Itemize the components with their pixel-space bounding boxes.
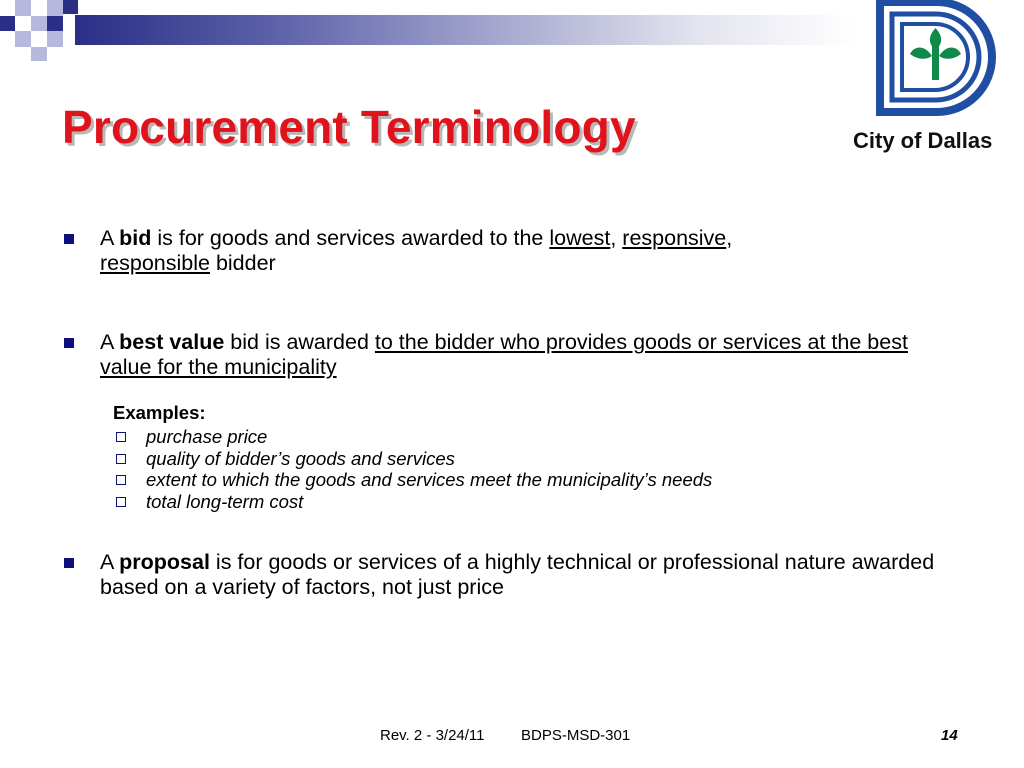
hollow-square-icon bbox=[116, 432, 126, 442]
leaf-icon bbox=[910, 28, 961, 80]
bullet-square-icon bbox=[64, 338, 74, 348]
hollow-square-icon bbox=[116, 497, 126, 507]
bullet-square-icon bbox=[64, 558, 74, 568]
deco-square bbox=[31, 16, 47, 31]
bullet-square-icon bbox=[64, 234, 74, 244]
examples-label: Examples: bbox=[113, 402, 206, 423]
footer-revision: Rev. 2 - 3/24/11 bbox=[380, 727, 485, 744]
best-value-definition: to the bidder who provides goods or services at the best value for the municipality bbox=[100, 330, 908, 379]
list-item: quality of bidder’s goods and services bbox=[113, 448, 913, 470]
deco-square bbox=[0, 16, 15, 31]
deco-square bbox=[15, 0, 31, 16]
term-responsive: responsive bbox=[622, 226, 727, 250]
deco-square bbox=[47, 16, 63, 31]
list-item: total long-term cost bbox=[113, 491, 913, 513]
deco-square bbox=[63, 0, 78, 14]
list-item: purchase price bbox=[113, 426, 913, 448]
bullet-bid: A bid is for goods and services awarded to the lowest, responsive, responsible bidder bbox=[100, 226, 950, 276]
header-gradient-bar bbox=[75, 15, 855, 45]
term-proposal: proposal bbox=[119, 550, 210, 574]
deco-square bbox=[15, 31, 31, 47]
hollow-square-icon bbox=[116, 454, 126, 464]
deco-square bbox=[47, 31, 63, 47]
bullet-best-value: A best value bid is awarded to the bidder who provides goods or services at the best value for the municipality bbox=[100, 330, 950, 380]
list-item: extent to which the goods and services meet the municipality’s needs bbox=[113, 469, 913, 491]
deco-square bbox=[47, 0, 63, 16]
term-responsible: responsible bbox=[100, 251, 210, 275]
term-best-value: best value bbox=[119, 330, 225, 354]
examples-block bbox=[113, 402, 913, 512]
footer-doc-id: BDPS-MSD-301 bbox=[521, 727, 631, 744]
slide-title: Procurement Terminology bbox=[62, 101, 636, 153]
hollow-square-icon bbox=[116, 475, 126, 485]
logo-caption: City of Dallas bbox=[853, 128, 993, 153]
page-number: 14 bbox=[941, 727, 958, 744]
examples-list bbox=[113, 426, 913, 512]
term-lowest: lowest bbox=[549, 226, 611, 250]
bullet-proposal: A proposal is for goods or services of a highly technical or professional nature awarded based on a variety of factors, not just price bbox=[100, 550, 950, 600]
deco-square bbox=[31, 47, 47, 61]
term-bid: bid bbox=[119, 226, 152, 250]
